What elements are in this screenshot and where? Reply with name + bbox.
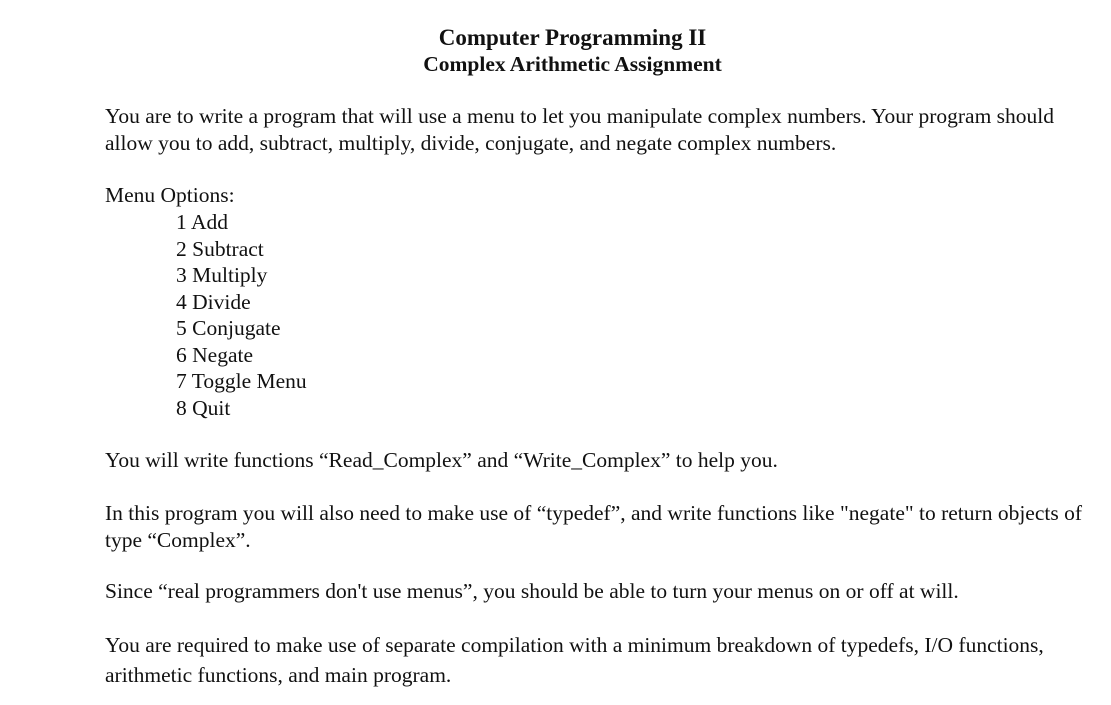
menu-option-add: 1 Add — [176, 210, 228, 234]
menu-option-quit: 8 Quit — [176, 395, 231, 420]
document-subtitle: Complex Arithmetic Assignment — [423, 52, 722, 76]
separate-compilation-paragraph: You are required to make use of separate compilation with a minimum breakdown of typedefs, I/O functions, arithmetic functions, and main program. — [105, 633, 1044, 687]
menu-options-heading: Menu Options: — [105, 183, 235, 207]
menus-toggle-paragraph: Since “real programmers don't use menus”, you should be able to turn your menus on or off at will. — [105, 579, 959, 603]
typedef-paragraph: In this program you will also need to make use of “typedef”, and write functions like "negate" to return objects of type “Complex”. — [105, 501, 1083, 552]
menu-option-negate: 6 Negate — [176, 342, 254, 367]
menu-option-multiply: 3 Multiply — [176, 263, 268, 287]
menu-option-subtract: 2 Subtract — [176, 236, 264, 261]
menu-option-toggle-menu: 7 Toggle Menu — [176, 369, 307, 393]
menu-option-conjugate: 5 Conjugate — [176, 316, 281, 340]
intro-paragraph: You are to write a program that will use a menu to let you manipulate complex numbers. Your program should allow you to add, subtract, multiply, divide, conjugate, and negate complex numbers. — [105, 104, 1055, 155]
document-title: Computer Programming II — [438, 25, 707, 50]
functions-paragraph: You will write functions “Read_Complex” and “Write_Complex” to help you. — [105, 448, 778, 472]
menu-options-list — [176, 209, 307, 421]
menu-option-divide: 4 Divide — [176, 289, 251, 314]
